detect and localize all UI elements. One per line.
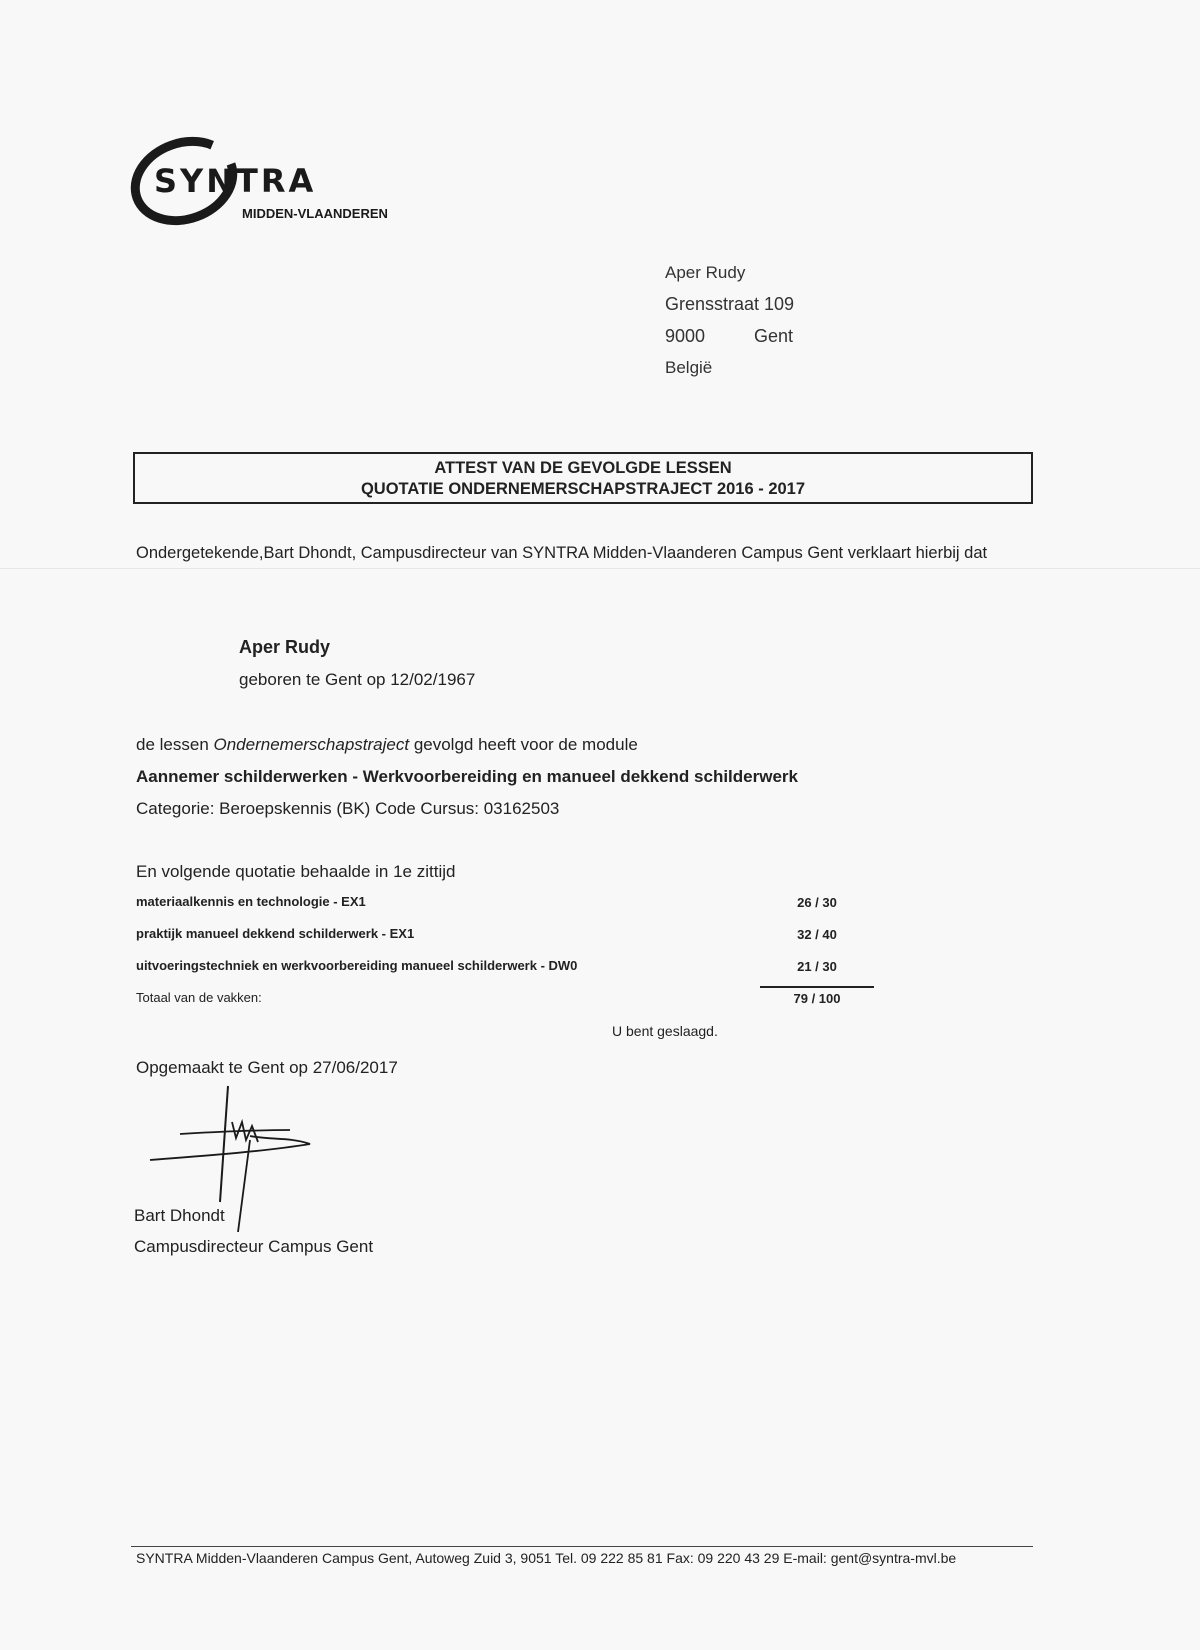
course-category: Categorie: Beroepskennis (BK) Code Cursus: 03162503 [136, 799, 560, 818]
footer-divider [131, 1546, 1033, 1547]
paper-fold-line [0, 568, 1200, 569]
course-traject: Ondernemerschapstraject [213, 735, 410, 754]
grades-heading: En volgende quotatie behaalde in 1e zittijd [136, 862, 456, 881]
attest-title-box [133, 452, 1033, 504]
course-sentence [136, 735, 638, 755]
grade-score: 26 / 30 [797, 895, 837, 910]
student-name: Aper Rudy [239, 637, 331, 657]
course-module: Aannemer schilderwerken - Werkvoorbereiding en manueel dekkend schilderwerk [136, 767, 798, 786]
signer-role: Campusdirecteur Campus Gent [134, 1237, 374, 1256]
attest-title-line1: ATTEST VAN DE GEVOLGDE LESSEN [434, 459, 732, 477]
grade-label: praktijk manueel dekkend schilderwerk - EX1 [136, 926, 415, 941]
logo-name: SYNTRA [154, 162, 317, 200]
result-text: U bent geslaagd. [612, 1023, 718, 1039]
attest-title-line2: QUOTATIE ONDERNEMERSCHAPSTRAJECT 2016 - 2017 [360, 480, 806, 498]
signer-name: Bart Dhondt [134, 1206, 225, 1225]
logo-subtitle: MIDDEN-VLAANDEREN [242, 206, 388, 221]
recipient-name: Aper Rudy [665, 263, 746, 282]
recipient-street: Grensstraat 109 [665, 294, 795, 314]
made-statement: Opgemaakt te Gent op 27/06/2017 [136, 1058, 398, 1077]
course-suffix: gevolgd heeft voor de module [409, 735, 638, 754]
grade-score: 21 / 30 [797, 959, 837, 974]
grade-label: uitvoeringstechniek en werkvoorbereiding manueel schilderwerk - DW0 [136, 958, 578, 973]
course-prefix: de lessen [136, 735, 214, 754]
total-score: 79 / 100 [793, 991, 841, 1006]
recipient-postcode: 9000 [665, 326, 706, 346]
intro-paragraph: Ondergetekende,Bart Dhondt, Campusdirecteur van SYNTRA Midden-Vlaanderen Campus Gent verklaart hierbij dat [136, 544, 988, 562]
syntra-logo [128, 134, 428, 244]
student-birth: geboren te Gent op 12/02/1967 [239, 670, 476, 689]
grade-label: materiaalkennis en technologie - EX1 [136, 894, 366, 909]
total-label: Totaal van de vakken: [136, 990, 262, 1005]
recipient-city: Gent [754, 326, 794, 346]
total-divider [760, 986, 874, 988]
recipient-country: België [665, 358, 713, 377]
footer-contact: SYNTRA Midden-Vlaanderen Campus Gent, Autoweg Zuid 3, 9051 Tel. 09 222 85 81 Fax: 09 220 43 29 E-mail: gent@syntra-mvl.be [136, 1550, 957, 1566]
grade-score: 32 / 40 [797, 927, 837, 942]
